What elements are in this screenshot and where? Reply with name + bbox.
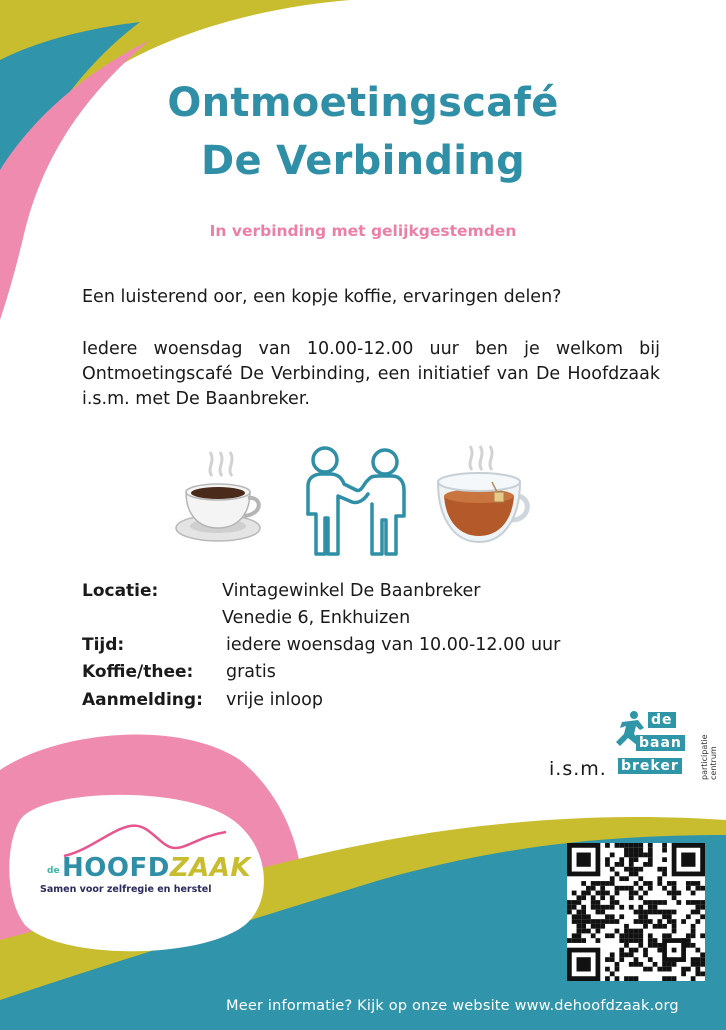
baanbreker-side2: centrum bbox=[709, 746, 718, 780]
baanbreker-word-de: de bbox=[648, 712, 676, 728]
baanbreker-word-baan: baan bbox=[636, 735, 685, 751]
intro-text: Een luisterend oor, een kopje koffie, ervaringen delen? bbox=[82, 287, 562, 307]
location-line2: Venedie 6, Enkhuizen bbox=[222, 608, 411, 628]
coffee-cup-icon bbox=[172, 448, 264, 546]
page-title-line1: Ontmoetingscafé bbox=[167, 80, 559, 126]
time-label: Tijd: bbox=[82, 635, 125, 655]
two-people-icon bbox=[300, 444, 410, 556]
logo-tagline: Samen voor zelfregie en herstel bbox=[40, 884, 212, 895]
description-text: Iedere woensdag van 10.00-12.00 uur ben je welkom bij Ontmoetingscafé De Verbinding, een initiatief van De Hoofdzaak i.s.m. met De Baanbreker. bbox=[82, 339, 660, 409]
location-label: Locatie: bbox=[82, 581, 159, 601]
coffee-value: gratis bbox=[226, 662, 276, 682]
baanbreker-side1: participatie bbox=[700, 734, 709, 780]
logo-zaak: ZAAK bbox=[169, 853, 252, 883]
subtitle: In verbinding met gelijkgestemden bbox=[209, 222, 517, 240]
baanbreker-word-breker: breker bbox=[618, 758, 682, 774]
logo-de: de bbox=[47, 866, 60, 876]
coffee-label: Koffie/thee: bbox=[82, 662, 194, 682]
logo-hoofd: HOOFD bbox=[62, 853, 170, 883]
time-value: iedere woensdag van 10.00-12.00 uur bbox=[226, 635, 561, 655]
page-title-line2: De Verbinding bbox=[200, 138, 526, 184]
ism-text: i.s.m. bbox=[549, 758, 607, 780]
footer-text: Meer informatie? Kijk op onze website www.dehoofdzaak.org bbox=[226, 998, 679, 1014]
qr-code[interactable] bbox=[567, 843, 705, 981]
logo-wordmark bbox=[62, 853, 251, 883]
signup-value: vrije inloop bbox=[226, 690, 323, 710]
signup-label: Aanmelding: bbox=[82, 690, 203, 710]
baanbreker-side-text bbox=[700, 734, 718, 780]
tea-cup-icon bbox=[434, 444, 534, 548]
location-line1: Vintagewinkel De Baanbreker bbox=[222, 581, 481, 601]
